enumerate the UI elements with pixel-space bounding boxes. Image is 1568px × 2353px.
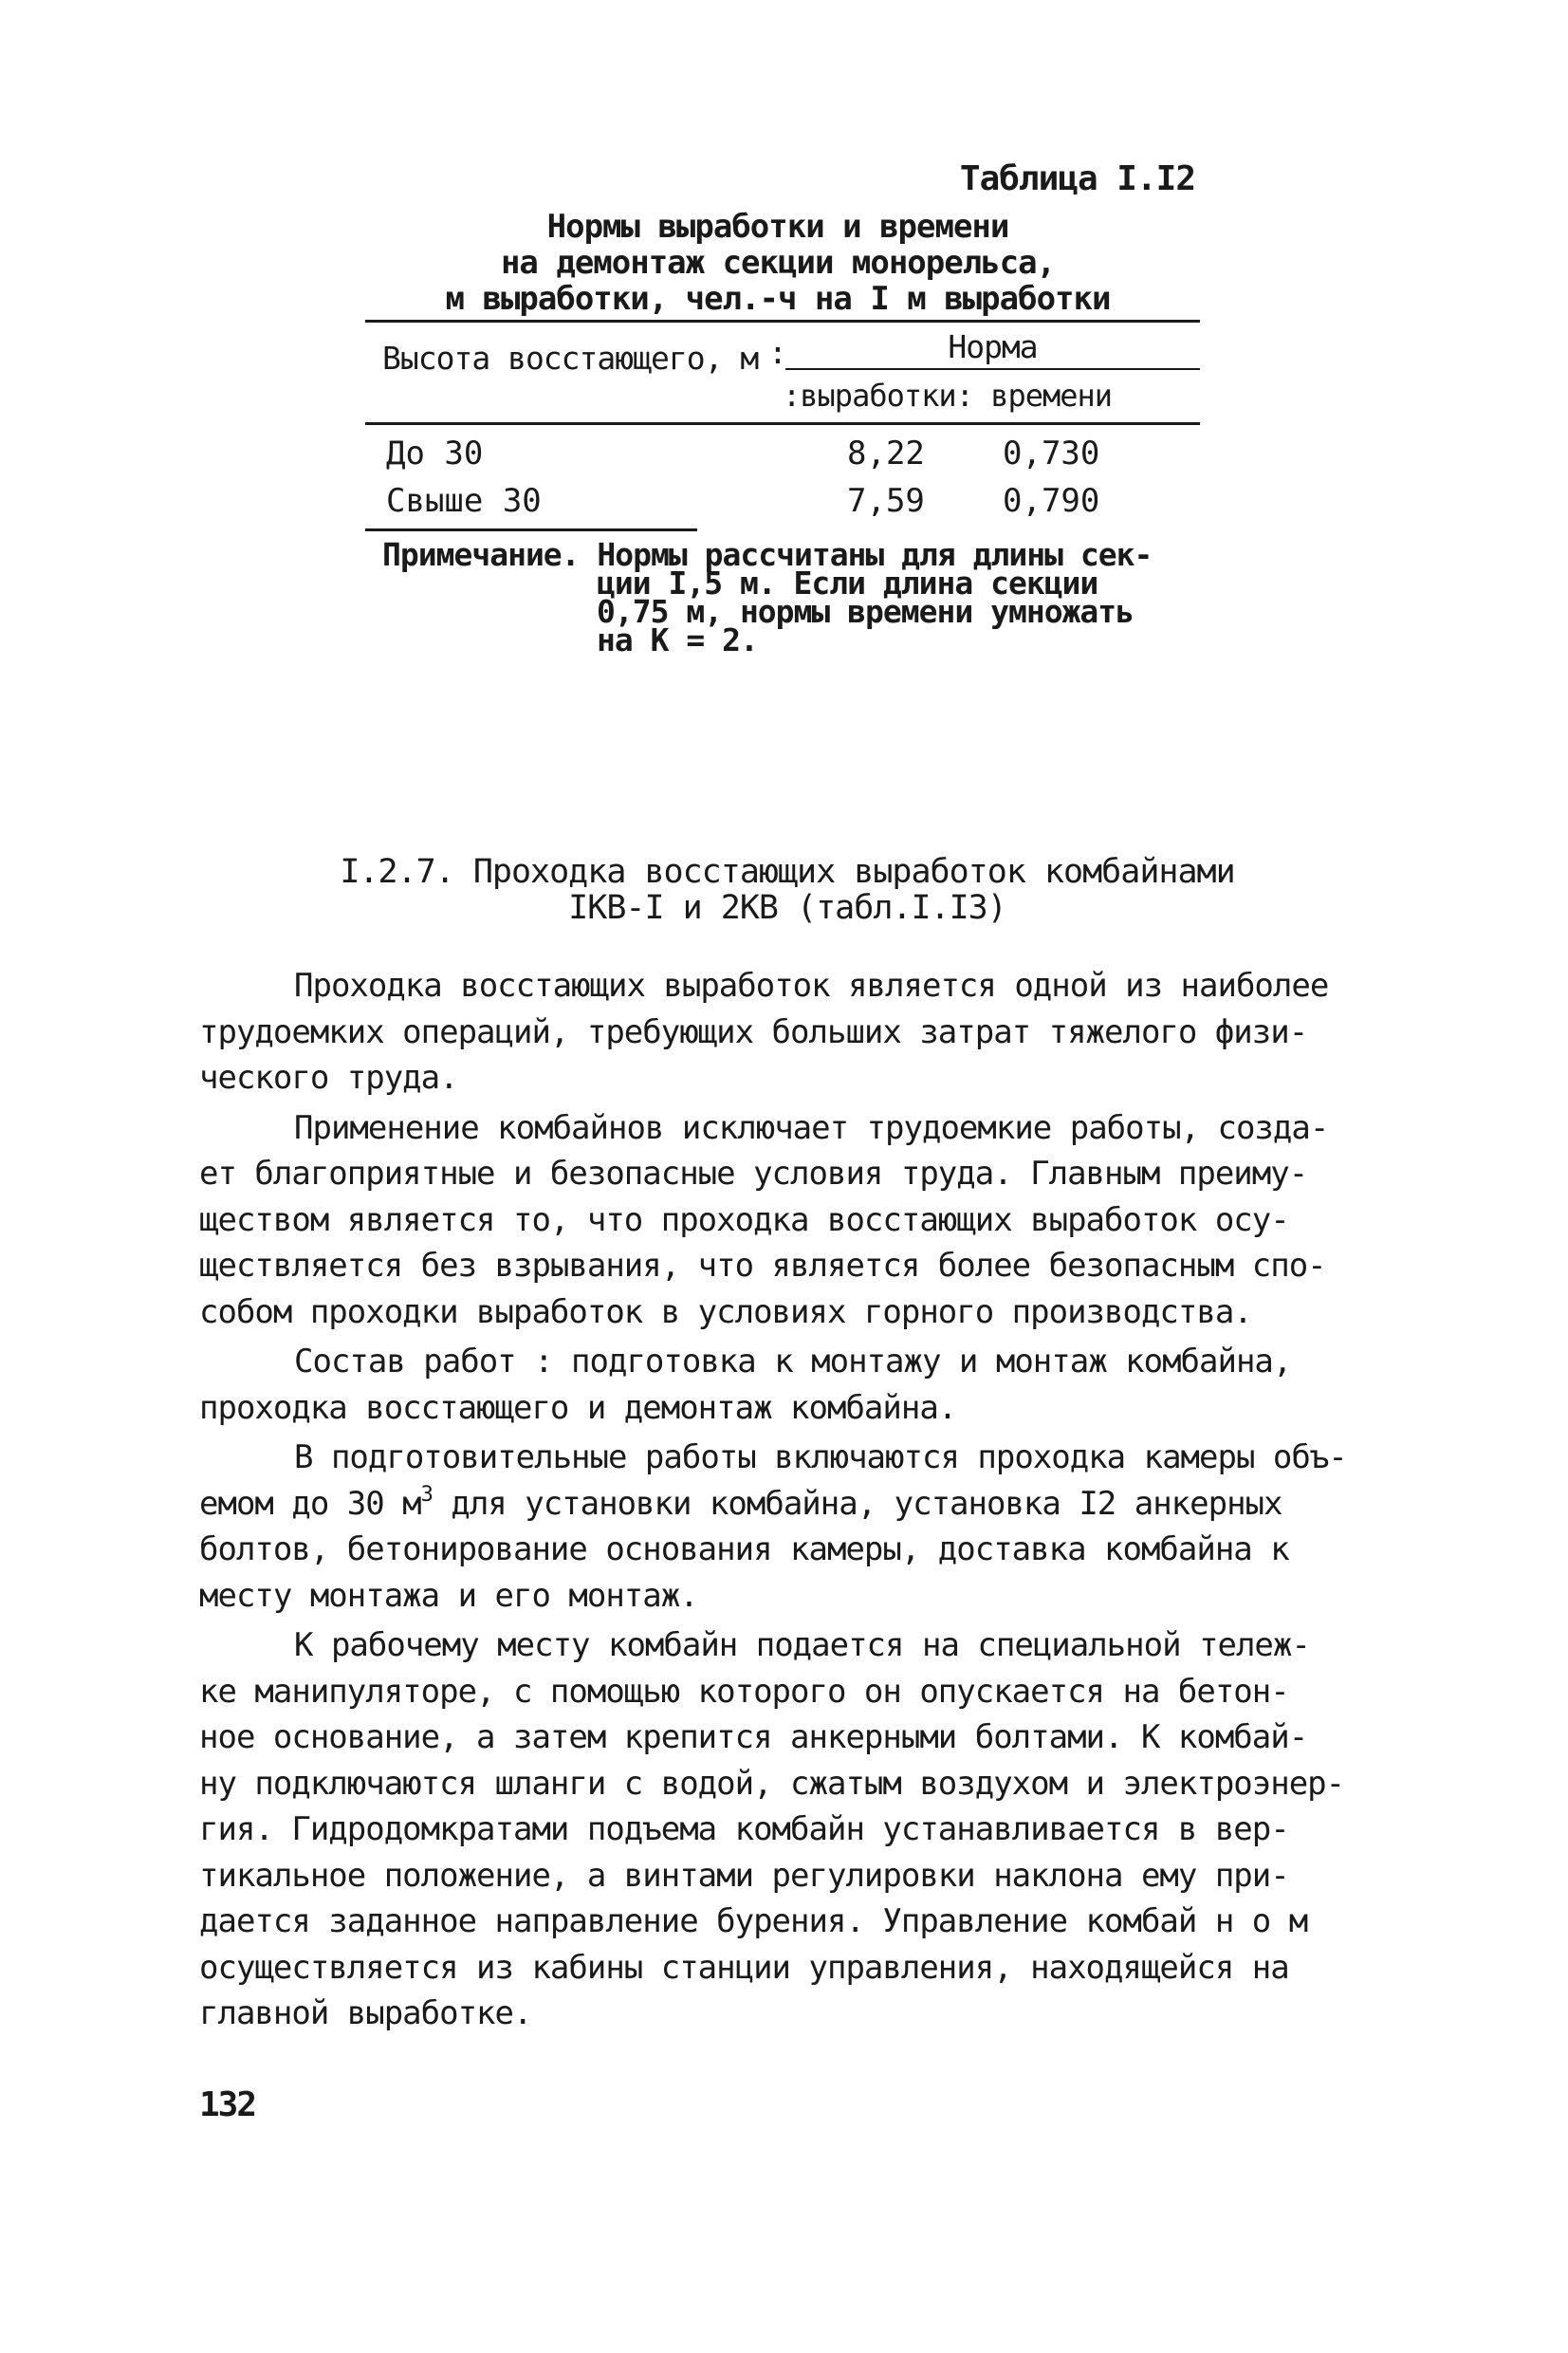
text-line: дается заданное направление бурения. Управление комбай н о м [199, 1902, 1308, 1940]
table-header-rule [365, 422, 1200, 425]
text-line: ществом является то, что проходка восстающих выработок осу- [199, 1200, 1289, 1239]
text-line: болтов, бетонирование основания камеры, доставка комбайна к [199, 1530, 1289, 1568]
heading-line: I.2.7. Проходка восстающих выработок комбайнами [340, 853, 1235, 891]
text-line: Проходка восстающих выработок является одной из наиболее [294, 967, 1329, 1005]
text-line: собом проходки выработок в условиях горного производства. [199, 1292, 1252, 1331]
table-row [365, 435, 1200, 482]
paragraph [199, 1339, 1385, 1431]
paragraph [199, 1105, 1385, 1336]
table-note [382, 536, 1217, 658]
text-line: осуществляется из кабины станции управления, находящейся на [199, 1948, 1289, 1987]
column-header-height: Высота восстающего, м [382, 340, 759, 377]
body-text [199, 963, 1385, 2041]
text-line: месту монтажа и его монтаж. [199, 1576, 698, 1615]
heading-line: IКВ-I и 2КВ (табл.I.I3) [568, 889, 1006, 927]
table-row [365, 482, 1200, 529]
section-heading [285, 854, 1290, 926]
text-fragment: для установки комбайна, установка I2 анкерных [432, 1484, 1282, 1523]
norm-group-rule [785, 368, 1200, 370]
table-bottom-rule [365, 528, 697, 531]
note-line: 0,75 м, нормы времени умножать [597, 593, 1134, 630]
text-line [199, 1481, 1385, 1528]
text-line: ну подключаются шланги с водой, сжатым воздухом и электроэнер- [199, 1764, 1345, 1803]
text-line: проходка восстающего и демонтаж комбайна. [199, 1388, 957, 1427]
text-line: гия. Гидродомкратами подъема комбайн устанавливается в вер- [199, 1810, 1289, 1848]
text-line: ществляется без взрывания, что является более безопасным спо- [199, 1247, 1326, 1285]
table-label: Таблица I.I2 [959, 159, 1195, 198]
text-line: Состав работ : подготовка к монтажу и монтаж комбайна, [294, 1343, 1292, 1380]
note-line: ции I,5 м. Если длина секции [597, 565, 1098, 602]
cell-output: 7,59 [847, 482, 925, 520]
paragraph [199, 963, 1385, 1102]
cell-height: Свыше 30 [386, 482, 542, 520]
cell-time: 0,730 [1003, 435, 1100, 472]
text-fragment: емом до 30 м [199, 1484, 421, 1523]
cell-height: До 30 [386, 435, 484, 472]
text-line: К рабочему месту комбайн подается на специальной тележ- [294, 1626, 1310, 1664]
text-line: ное основание, а затем крепится анкерными болтами. К комбай- [199, 1718, 1308, 1756]
note-line: на К = 2. [597, 621, 758, 658]
text-line: тикальное положение, а винтами регулировки наклона ему при- [199, 1856, 1289, 1895]
table-caption [341, 209, 1214, 317]
text-line: ет благоприятные и безопасные условия труда. Главным преиму- [199, 1155, 1308, 1193]
cell-output: 8,22 [847, 435, 925, 472]
text-line: В подготовительные работы включаются проходка камеры объ- [294, 1438, 1347, 1476]
page-number: 132 [199, 2085, 256, 2124]
caption-line: на демонтаж секции монорельса, [500, 244, 1056, 282]
paragraph [199, 1435, 1385, 1619]
text-line: Применение комбайнов исключает трудоемкие работы, созда- [294, 1108, 1329, 1147]
paragraph [199, 1622, 1385, 2037]
note-line: Примечание. Нормы рассчитаны для длины сек- [382, 536, 1153, 573]
column-subheaders: :выработки: времени [783, 378, 1113, 414]
text-line: трудоемких операций, требующих больших затрат тяжелого физи- [199, 1012, 1308, 1051]
table-top-rule [365, 320, 1200, 323]
caption-line: Нормы выработки и времени [546, 208, 1009, 246]
caption-line: м выработки, чел.-ч на I м выработки [445, 280, 1111, 318]
column-separator: : [768, 334, 787, 371]
column-group-norm: Норма [948, 328, 1038, 365]
text-line: ческого труда. [199, 1059, 458, 1097]
text-line: главной выработке. [199, 1994, 532, 2032]
text-line: ке манипуляторе, с помощью которого он опускается на бетон- [199, 1672, 1289, 1711]
superscript: 3 [420, 1482, 433, 1507]
cell-time: 0,790 [1003, 482, 1100, 520]
